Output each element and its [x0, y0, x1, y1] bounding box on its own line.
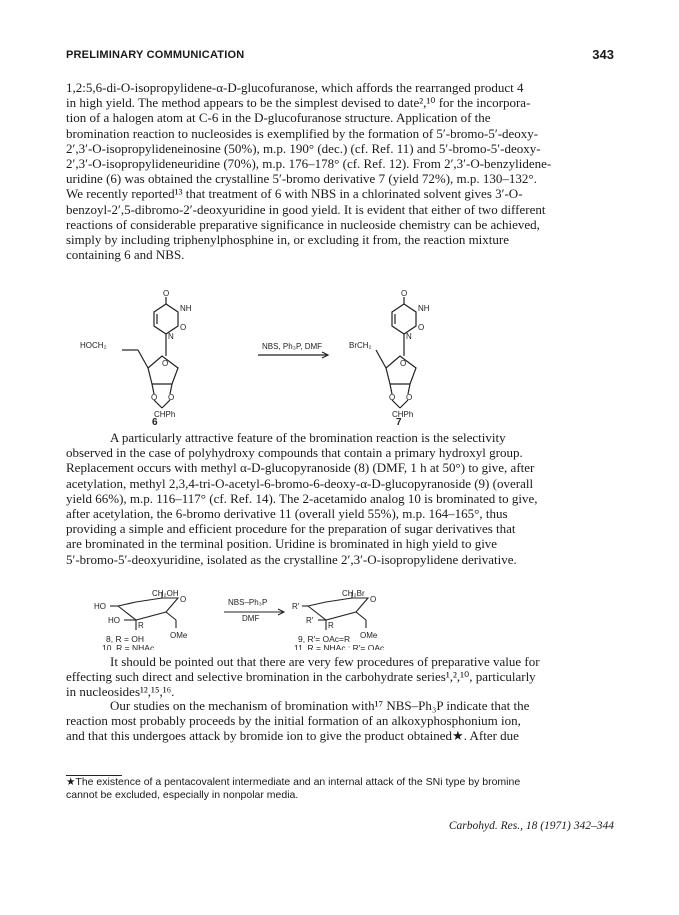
- n-left: N: [168, 332, 174, 341]
- pyranose-ring-left: [118, 598, 178, 620]
- text-line: bromination reaction to nucleosides is exemplified by the formation of 5′-bromo-5′-deoxy-: [66, 125, 539, 141]
- text-line: in nucleosides¹²,¹⁵,¹⁶.: [66, 684, 175, 700]
- ring-o-right-2: O: [370, 595, 377, 604]
- ho-top-label: HO: [94, 602, 106, 611]
- text-line: and that this undergoes attack by bromide ion to give the product obtained★. After due: [66, 728, 519, 744]
- running-head: [66, 47, 614, 63]
- text-line: 5′-bromo-5′-deoxyuridine, isolated as the crystalline 2′,3′-O-isopropylidene derivative.: [66, 551, 517, 567]
- compound-label-6: 6: [152, 417, 158, 425]
- text-line: uridine (6) was obtained the crystalline 5′-bromo derivative 7 (yield 72%), m.p. 130–132°.: [66, 171, 537, 187]
- journal-citation: Carbohyd. Res., 18 (1971) 342–344: [448, 820, 614, 832]
- text-line: simply by including triphenylphosphine in, or excluding it from, the reaction mixture: [66, 232, 510, 248]
- caption-compound-10: 10, R = NHAc: [102, 643, 155, 650]
- reaction-scheme-glucopyranoside: [66, 590, 614, 650]
- running-title: PRELIMINARY COMMUNICATION: [66, 49, 245, 61]
- nh-left: NH: [180, 304, 192, 313]
- text-line: containing 6 and NBS.: [66, 247, 185, 263]
- ring-o-left: O: [162, 359, 169, 368]
- footnote: [66, 776, 614, 802]
- carbonyl-o-right: O: [401, 290, 408, 298]
- paragraph-bromination-nucleosides: [66, 80, 614, 262]
- nh-right: NH: [418, 304, 430, 313]
- r-right-label: R: [328, 621, 334, 630]
- text-line: 2′,3′-O-isopropylideneuridine (70%), m.p. 176–178° (cf. Ref. 12). From 2′,3′-O-benzylidene-: [66, 156, 552, 172]
- caption-compound-9: 9, R′= OAc=R: [298, 634, 351, 644]
- text-line: It should be pointed out that there are very few procedures of preparative value for: [110, 654, 540, 669]
- text-line: tion of a halogen atom at C-6 in the D-glucofuranose structure. Application of the: [66, 110, 491, 126]
- ch2oh-label: CH₂OH: [152, 590, 179, 598]
- text-line: are brominated in the terminal position. Uridine is brominated in high yield to give: [66, 536, 498, 552]
- caption-compound-11: 11, R = NHAc ; R′= OAc: [294, 643, 385, 650]
- acetal-o-right-1: O: [389, 393, 396, 402]
- text-line: We recently reported¹³ that treatment of 6 with NBS in a chlorinated solvent gives 3′-O-: [66, 186, 523, 202]
- text-line: benzoyl-2′,5-dibromo-2′-deoxyuridine in good yield. It is evident that either of two different: [66, 201, 546, 217]
- footnote-line: ★The existence of a pentacovalent intermediate and an internal attack of the SNi type by bromine: [66, 776, 521, 788]
- text-line: acetylation, methyl 2,3,4-tri-O-acetyl-6-bromo-6-deoxy-α-D-glucopyranoside (9) (overall: [66, 475, 534, 491]
- scheme-uridine-svg: [66, 290, 614, 425]
- r-left-label: R: [138, 621, 144, 630]
- text-line: 1,2:5,6-di-O-isopropylidene-α-D-glucofuranose, which affords the rearranged product 4: [66, 80, 524, 95]
- text-line: yield 66%), m.p. 116–117° (cf. Ref. 14). The 2-acetamido analog 10 is brominated to give,: [66, 490, 538, 506]
- substituent-left: HOCH₂: [80, 341, 107, 350]
- text-line: reactions of considerable preparative significance in nucleoside chemistry can be achieved,: [66, 216, 540, 232]
- text-line: after acetylation, the 6-bromo derivative 11 (overall yield 55%), m.p. 164–165°, thus: [66, 506, 508, 522]
- text-line: 2′,3′-O-isopropylideneinosine (50%), m.p. 190° (dec.) (cf. Ref. 11) and 5′-bromo-5′-deoxy-: [66, 140, 541, 156]
- n-right: N: [406, 332, 412, 341]
- paragraph-selectivity: [66, 430, 614, 567]
- reaction-scheme-uridine: [66, 290, 614, 425]
- pyranose-ring-right: [308, 598, 368, 620]
- text-line: A particularly attractive feature of the bromination reaction is the selectivity: [110, 430, 506, 445]
- ring-o-left-2: O: [180, 595, 187, 604]
- benzylidene-right: CHPh: [392, 410, 414, 419]
- text-line: providing a simple and efficient procedure for the preparation of sugar derivatives that: [66, 521, 516, 537]
- paragraph-mechanism: [66, 698, 614, 744]
- text-line: reaction most probably proceeds by the initial formation of an alkoxyphosphonium ion,: [66, 713, 521, 729]
- reagents-label: NBS, Ph₃P, DMF: [262, 342, 323, 351]
- text-line: Our studies on the mechanism of bromination with¹⁷ NBS–Ph₃P indicate that the: [110, 698, 530, 713]
- ring-o-right: O: [400, 359, 407, 368]
- paragraph-procedures: [66, 654, 614, 700]
- ho-side-label: HO: [108, 616, 120, 625]
- ome-left-label: OMe: [170, 631, 188, 640]
- reagent-top: NBS–Ph₃P: [228, 598, 268, 607]
- acetal-o-right-2: O: [406, 393, 413, 402]
- benzylidene-left: CHPh: [154, 410, 176, 419]
- carbonyl-o-left: O: [163, 290, 170, 298]
- r-prime-side-label: R′: [306, 616, 314, 625]
- ome-right-label: OMe: [360, 631, 378, 640]
- text-line: observed in the case of polyhydroxy compounds that contain a primary hydroxyl group.: [66, 445, 523, 461]
- reagent-bottom: DMF: [242, 614, 260, 623]
- text-line: effecting such direct and selective bromination in the carbohydrate series¹,²,¹⁰, particularly: [66, 669, 536, 685]
- uracil-ring-left: [154, 304, 178, 334]
- text-line: in high yield. The method appears to be the simplest devised to date²,¹⁰ for the incorpora-: [66, 95, 531, 111]
- carbonyl-o2-right: O: [418, 323, 425, 332]
- page-number: 343: [592, 47, 614, 62]
- scheme-glucopyranoside-svg: [66, 590, 614, 650]
- ch2br-label: CH₂Br: [342, 590, 365, 598]
- text-line: Replacement occurs with methyl α-D-glucopyranoside (8) (DMF, 1 h at 50°) to give, after: [66, 460, 535, 476]
- compound-label-7: 7: [396, 417, 402, 425]
- caption-compound-8: 8, R = OH: [106, 634, 145, 644]
- substituent-right: BrCH₂: [349, 341, 372, 350]
- carbonyl-o2-left: O: [180, 323, 187, 332]
- footnote-line: cannot be excluded, especially in nonpolar media.: [66, 789, 299, 801]
- acetal-o-left-1: O: [151, 393, 158, 402]
- acetal-o-left-2: O: [168, 393, 175, 402]
- r-prime-top-label: R′: [292, 602, 300, 611]
